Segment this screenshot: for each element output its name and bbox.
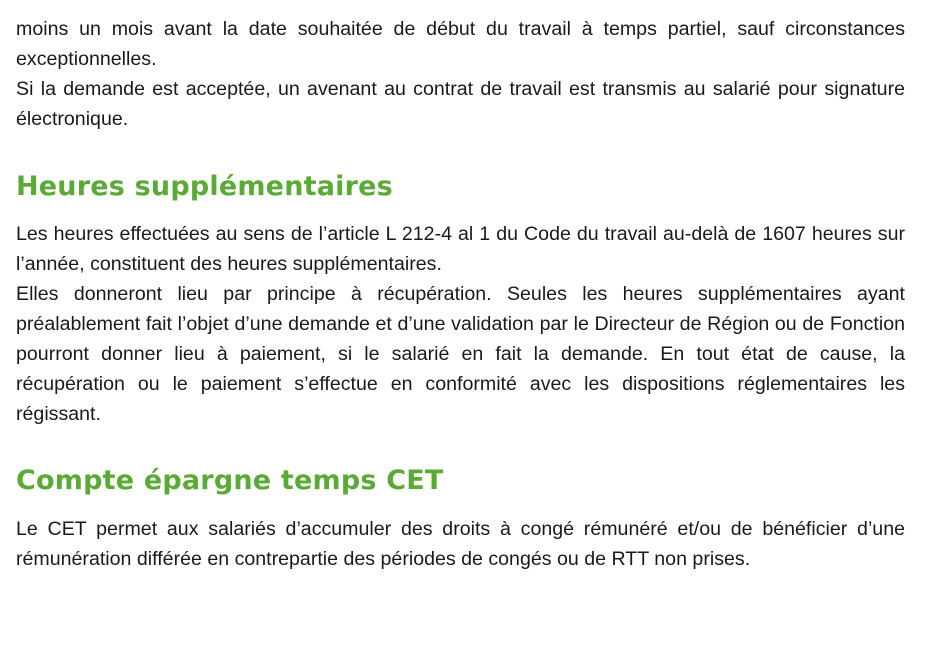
cet-heading: Compte épargne temps CET — [16, 465, 444, 496]
document-page — [16, 14, 905, 574]
intro-paragraph-2: Si la demande est acceptée, un avenant au contrat de travail est transmis au salarié pour signature électronique. — [16, 78, 905, 130]
heures-supplementaires-paragraph-2: Elles donneront lieu par principe à récupération. Seules les heures supplémentaires ayant préalablement fait l’objet d’une demande et d’une validation par le Directeur de Région ou de Fonction pourront donner lieu à paiement, si le salarié en fait la demande. En tout état de cause, la récupération ou le paiement s’effectue en conformité avec les dispositions réglementaires les régissant. — [16, 283, 905, 425]
intro-paragraph-1: moins un mois avant la date souhaitée de début du travail à temps partiel, sauf circonstances exceptionnelles. — [16, 18, 905, 70]
heures-supplementaires-paragraph-1: Les heures effectuées au sens de l’article L 212-4 al 1 du Code du travail au-delà de 1607 heures sur l’année, constituent des heures supplémentaires. — [16, 223, 905, 275]
cet-paragraph-1: Le CET permet aux salariés d’accumuler des droits à congé rémunéré et/ou de bénéficier d’une rémunération différée en contrepartie des périodes de congés ou de RTT non prises. — [16, 518, 905, 570]
heures-supplementaires-heading: Heures supplémentaires — [16, 171, 393, 202]
